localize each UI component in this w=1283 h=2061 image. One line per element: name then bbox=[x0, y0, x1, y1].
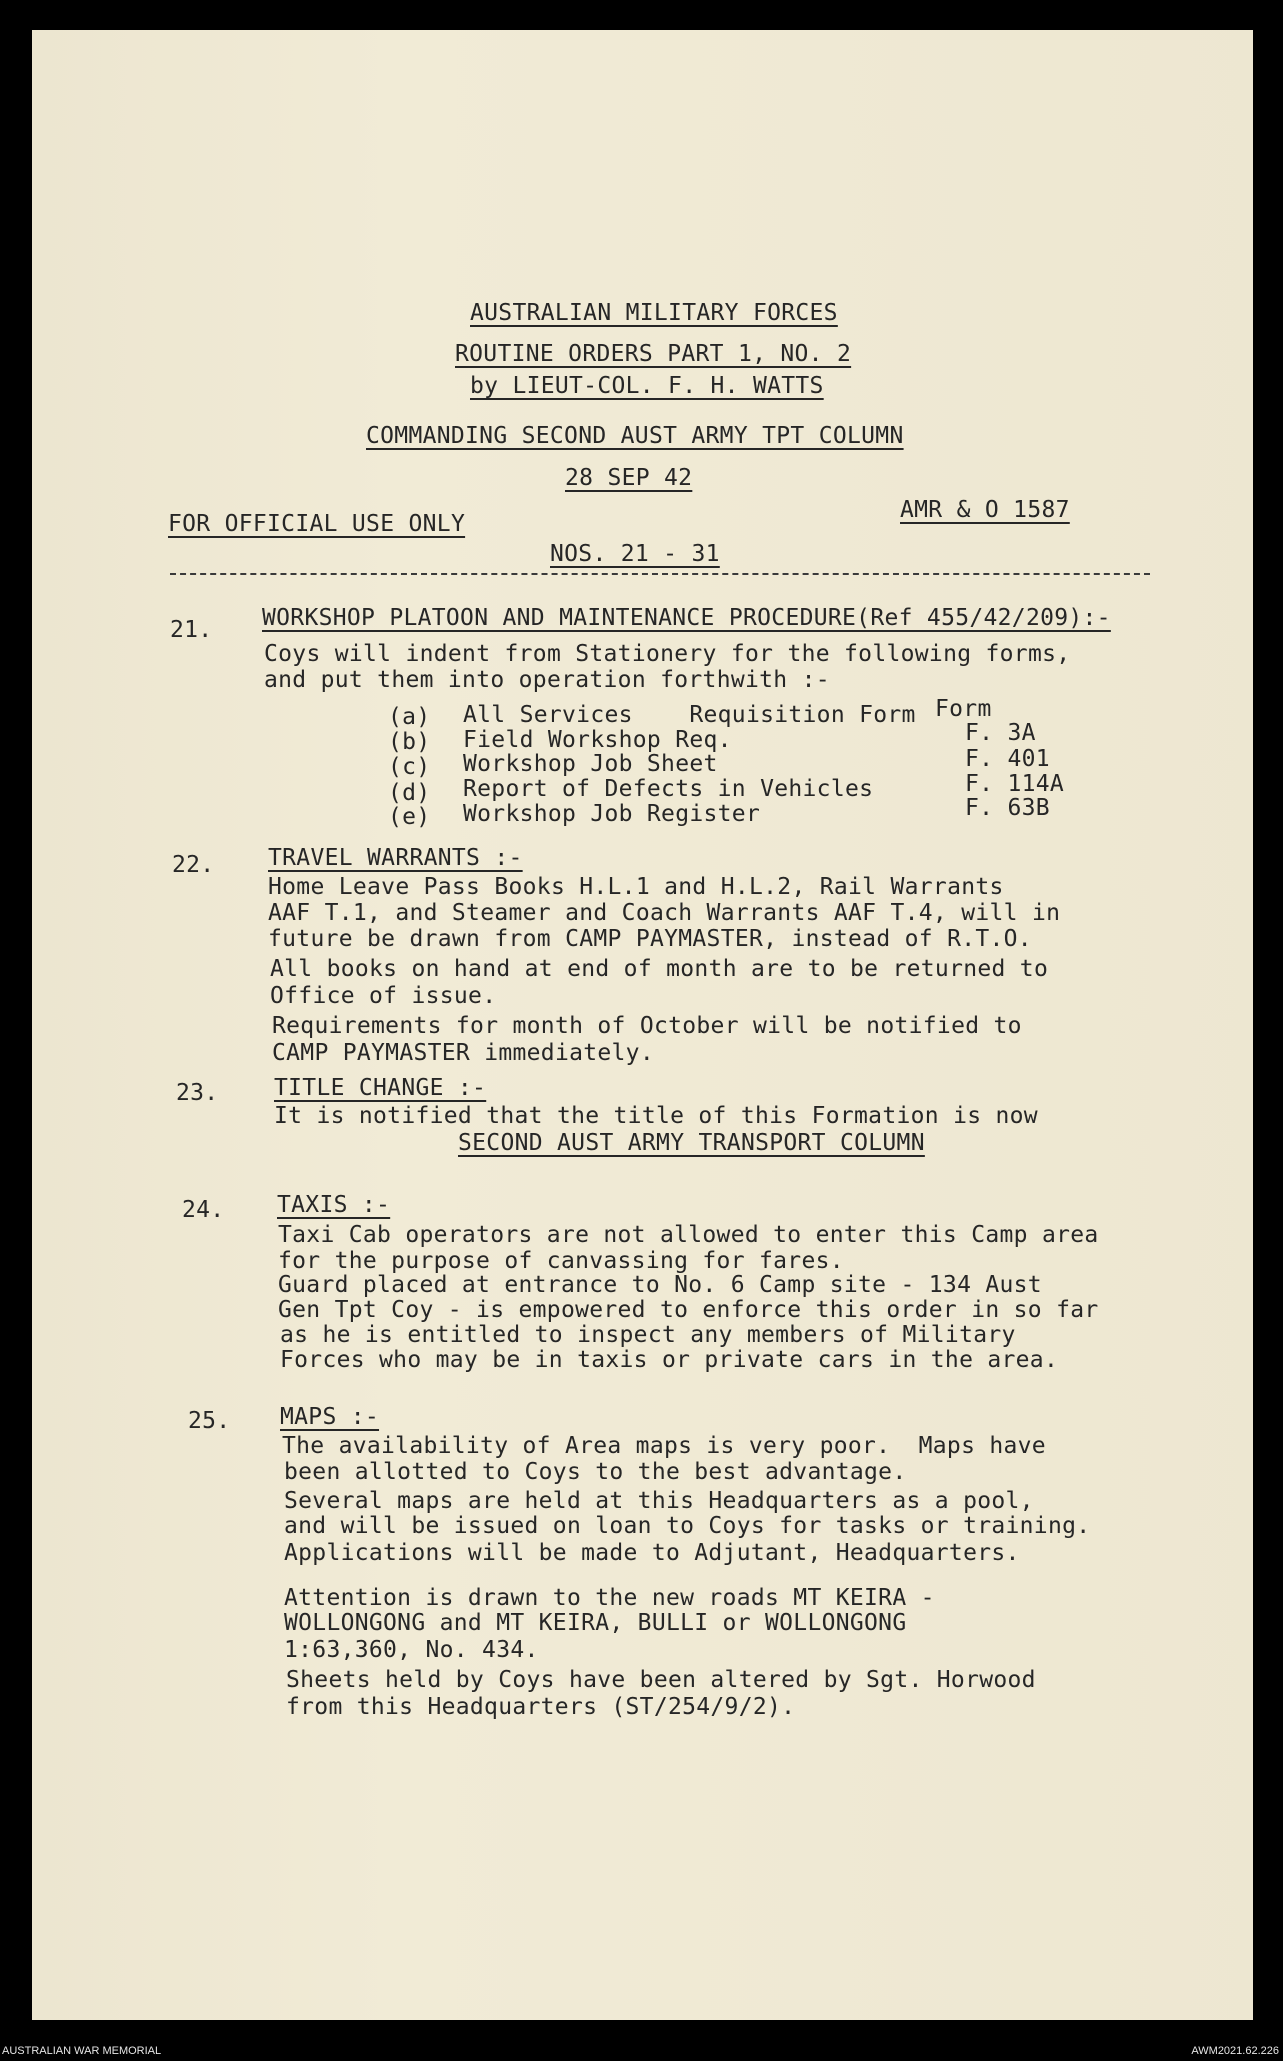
item-25-title: MAPS :- bbox=[280, 1404, 380, 1430]
item-24-text: Taxi Cab operators are not allowed to enter this Camp area bbox=[278, 1222, 1099, 1248]
form-letter: (a) bbox=[388, 704, 431, 730]
form-code: F. 3A bbox=[965, 720, 1036, 746]
item-22-number: 22. bbox=[172, 852, 215, 878]
item-22-title: TRAVEL WARRANTS :- bbox=[268, 845, 523, 871]
form-code: F. 401 bbox=[965, 746, 1050, 772]
header-line-1: AUSTRALIAN MILITARY FORCES bbox=[470, 300, 838, 326]
item-25-text: Attention is drawn to the new roads MT KEIRA - bbox=[284, 1585, 935, 1611]
item-21-title: WORKSHOP PLATOON AND MAINTENANCE PROCEDURE(Ref 455/42/209):- bbox=[262, 605, 1111, 631]
form-letter: (c) bbox=[388, 754, 431, 780]
item-22-text: Requirements for month of October will be notified to bbox=[272, 1013, 1022, 1039]
item-23-new-title: SECOND AUST ARMY TRANSPORT COLUMN bbox=[458, 1130, 925, 1156]
item-23-title: TITLE CHANGE :- bbox=[274, 1075, 487, 1101]
item-23-number: 23. bbox=[176, 1080, 219, 1106]
order-date: 28 SEP 42 bbox=[565, 465, 693, 491]
form-name: Workshop Job Register bbox=[463, 801, 761, 827]
item-25-text: been allotted to Coys to the best advantage. bbox=[284, 1459, 907, 1485]
item-21-text: Coys will indent from Stationery for the following forms, bbox=[264, 641, 1071, 667]
order-numbers: NOS. 21 - 31 bbox=[550, 541, 720, 567]
item-24-title: TAXIS :- bbox=[277, 1192, 391, 1218]
item-25-text: WOLLONGONG and MT KEIRA, BULLI or WOLLONGONG bbox=[284, 1610, 907, 1636]
header-line-2: ROUTINE ORDERS PART 1, NO. 2 bbox=[455, 341, 852, 367]
item-24-text: Gen Tpt Coy - is empowered to enforce this order in so far bbox=[278, 1297, 1099, 1323]
item-21-number: 21. bbox=[170, 617, 213, 643]
item-24-number: 24. bbox=[182, 1197, 225, 1223]
form-name: Field Workshop Req. bbox=[463, 727, 732, 753]
form-letter: (e) bbox=[388, 804, 431, 830]
item-24-text: Guard placed at entrance to No. 6 Camp site - 134 Aust bbox=[278, 1272, 1042, 1298]
item-25-text: and will be issued on loan to Coys for tasks or training. bbox=[284, 1513, 1091, 1539]
form-letter: (b) bbox=[388, 729, 431, 755]
item-25-text: 1:63,360, No. 434. bbox=[284, 1637, 539, 1663]
archive-credit: AUSTRALIAN WAR MEMORIAL bbox=[2, 2045, 162, 2057]
archive-id: AWM2021.62.226 bbox=[1191, 2045, 1279, 2057]
form-letter: (d) bbox=[388, 780, 431, 806]
header-line-4: COMMANDING SECOND AUST ARMY TPT COLUMN bbox=[366, 423, 904, 449]
item-25-number: 25. bbox=[188, 1408, 231, 1434]
item-22-text: future be drawn from CAMP PAYMASTER, instead of R.T.O. bbox=[268, 926, 1032, 952]
item-24-text: for the purpose of canvassing for fares. bbox=[278, 1248, 844, 1274]
reference-number: AMR & O 1587 bbox=[900, 497, 1070, 523]
item-25-text: Sheets held by Coys have been altered by Sgt. Horwood bbox=[286, 1667, 1036, 1693]
item-24-text: Forces who may be in taxis or private cars in the area. bbox=[280, 1347, 1059, 1373]
item-24-text: as he is entitled to inspect any members of Military bbox=[280, 1322, 1016, 1348]
form-name: Workshop Job Sheet bbox=[463, 751, 718, 777]
item-25-text: Applications will be made to Adjutant, Headquarters. bbox=[284, 1540, 1020, 1566]
item-22-text: AAF T.1, and Steamer and Coach Warrants AAF T.4, will in bbox=[268, 900, 1061, 926]
form-name: All Services Requisition Form bbox=[463, 702, 916, 728]
item-23-text: It is notified that the title of this Formation is now bbox=[274, 1103, 1038, 1129]
item-22-text: Home Leave Pass Books H.L.1 and H.L.2, Rail Warrants bbox=[268, 874, 1004, 900]
header-line-3: by LIEUT-COL. F. H. WATTS bbox=[470, 373, 824, 399]
item-25-text: The availability of Area maps is very poor. Maps have bbox=[282, 1433, 1046, 1459]
form-name: Report of Defects in Vehicles bbox=[463, 776, 874, 802]
item-21-text: and put them into operation forthwith :- bbox=[264, 667, 830, 693]
item-22-text: CAMP PAYMASTER immediately. bbox=[272, 1040, 654, 1066]
form-code: F. 63B bbox=[965, 795, 1050, 821]
form-code: F. 114A bbox=[965, 771, 1065, 797]
item-25-text: from this Headquarters (ST/254/9/2). bbox=[286, 1694, 796, 1720]
item-22-text: All books on hand at end of month are to be returned to bbox=[270, 956, 1049, 982]
form-heading: Form bbox=[935, 696, 992, 722]
item-25-text: Several maps are held at this Headquarters as a pool, bbox=[284, 1488, 1034, 1514]
item-22-text: Office of issue. bbox=[270, 983, 497, 1009]
separator bbox=[170, 573, 1150, 575]
classification: FOR OFFICIAL USE ONLY bbox=[168, 511, 466, 537]
